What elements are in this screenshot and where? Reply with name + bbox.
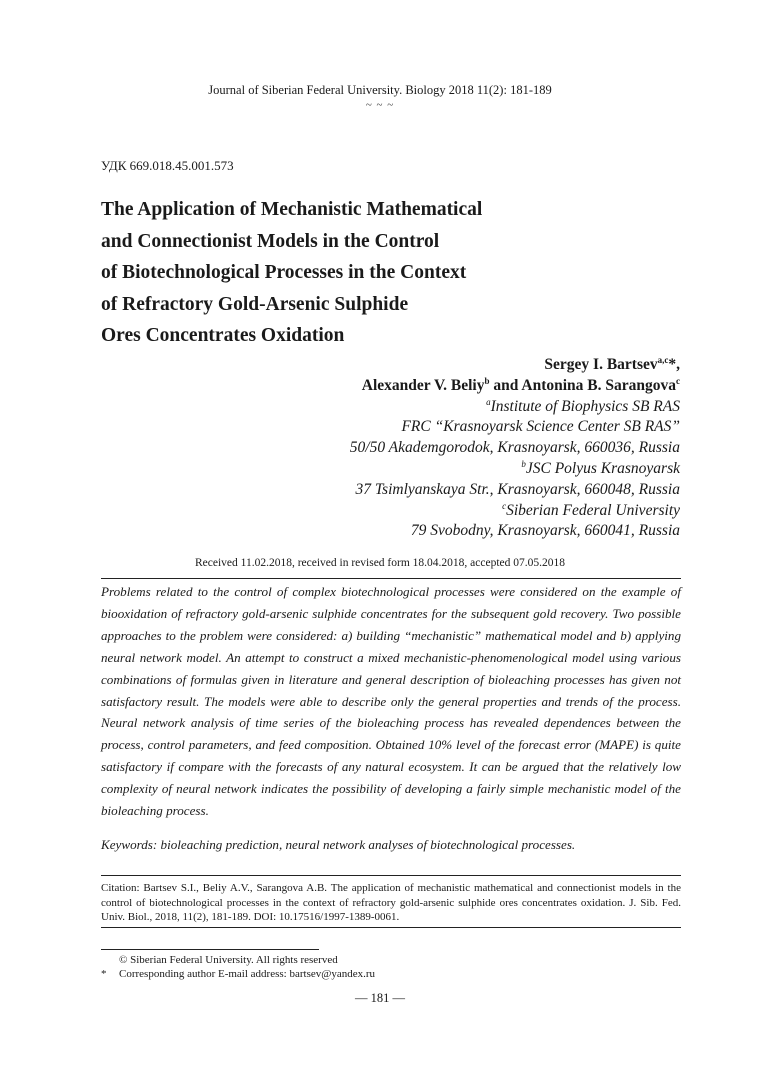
author-affiliation-sup: a,c bbox=[657, 355, 669, 365]
author-conjunction: and bbox=[489, 376, 522, 394]
affiliation-line bbox=[350, 480, 680, 501]
title-line: of Biotechnological Processes in the Context bbox=[101, 262, 467, 283]
footnote-rule bbox=[101, 949, 319, 950]
keywords: Keywords: bioleaching prediction, neural network analyses of biotechnological processes. bbox=[101, 837, 576, 852]
abstract-top-rule bbox=[101, 578, 681, 579]
affiliation-sup: b bbox=[521, 458, 526, 469]
author-affiliation-sup: b bbox=[484, 375, 490, 386]
affiliation-line bbox=[350, 501, 680, 522]
received-dates: Received 11.02.2018, received in revised form 18.04.2018, accepted 07.05.2018 bbox=[194, 557, 566, 569]
author-affiliation-sup: c bbox=[676, 375, 680, 386]
affiliation-text: JSC Polyus Krasnoyarsk bbox=[525, 459, 680, 477]
copyright-note: © Siberian Federal University. All rights reserved bbox=[119, 954, 338, 966]
affiliation-text: FRC “Krasnoyarsk Science Center SB RAS” bbox=[401, 418, 680, 436]
affiliation-sup: c bbox=[502, 500, 507, 511]
affiliation-sup: a bbox=[486, 396, 491, 407]
title-line: Ores Concentrates Oxidation bbox=[101, 325, 345, 346]
author-line-1 bbox=[350, 355, 680, 376]
article-title bbox=[101, 194, 581, 352]
corresponding-mark: *, bbox=[668, 356, 680, 373]
affiliation-text: 37 Tsimlyanskaya Str., Krasnoyarsk, 660048, Russia bbox=[355, 480, 680, 498]
author-block bbox=[350, 355, 680, 542]
udk-code: УДК 669.018.45.001.573 bbox=[101, 158, 234, 173]
affiliation-line bbox=[350, 459, 680, 480]
title-line: The Application of Mechanistic Mathematical bbox=[101, 199, 483, 220]
journal-header: Journal of Siberian Federal University. Biology 2018 11(2): 181-189 bbox=[208, 83, 552, 97]
title-line: and Connectionist Models in the Control bbox=[101, 230, 440, 252]
affiliation-text: Institute of Biophysics SB RAS bbox=[490, 397, 680, 415]
corresponding-author-text: Corresponding author E-mail address: bartsev@yandex.ru bbox=[119, 968, 376, 980]
affiliation-text: 50/50 Akademgorodok, Krasnoyarsk, 660036, Russia bbox=[349, 439, 680, 457]
citation-top-rule bbox=[101, 875, 681, 876]
corresponding-author-note bbox=[101, 968, 375, 980]
affiliation-line bbox=[350, 397, 680, 418]
author-name: Antonina B. Sarangova bbox=[521, 376, 676, 394]
affiliation-text: 79 Svobodny, Krasnoyarsk, 660041, Russia bbox=[410, 522, 680, 540]
affiliation-line bbox=[350, 417, 680, 438]
author-name: Sergey I. Bartsev bbox=[544, 356, 658, 373]
header-ornament: ~ ~ ~ bbox=[365, 99, 395, 111]
author-line-2 bbox=[350, 376, 680, 397]
affiliation-text: Siberian Federal University bbox=[506, 501, 680, 519]
citation-text: Citation: Bartsev S.I., Beliy A.V., Sarangova A.B. The application of mechanistic mathematical and connectionist models in the control of biotechnological processes in the context of refractory gold-arsenic sulphide ores concentrates oxidation. J. Sib. Fed. Univ. Biol., 2018, 11(2), 181-189. DOI: 10.17516/1997-1389-0061. bbox=[101, 882, 681, 923]
affiliation-line bbox=[350, 438, 680, 459]
page-number: — 181 — bbox=[355, 991, 405, 1005]
title-line: of Refractory Gold-Arsenic Sulphide bbox=[101, 293, 409, 315]
citation-bottom-rule bbox=[101, 927, 681, 928]
affiliation-line bbox=[350, 521, 680, 542]
author-name: Alexander V. Beliy bbox=[361, 376, 485, 394]
abstract-text: Problems related to the control of complex biotechnological processes were considered on the example of biooxidation of refractory gold-arsenic sulphide concentrates for the subsequent gold recovery. Two possible approaches to the problem were considered: a) building “mechanistic” mathematical model and b) applying neural network model. An attempt to construct a mixed mechanistic-phenomenological model using various combinations of formulas given in literature and general description of bioleaching processes has given not satisfactory result. The models were able to describe only the general properties and trends of the process. Neural network analysis of time series of the bioleaching process has revealed dependences between the process, control parameters, and feed composition. Obtained 10% level of the forecast error (MAPE) is quite satisfactory if compare with the forecasts of any natural ecosystem. It can be argued that the relatively low complexity of neural network indicates the possibility of developing a fairly simple mechanistic model of the bioleaching process. bbox=[101, 584, 681, 819]
footnote-asterisk: * bbox=[101, 968, 107, 980]
